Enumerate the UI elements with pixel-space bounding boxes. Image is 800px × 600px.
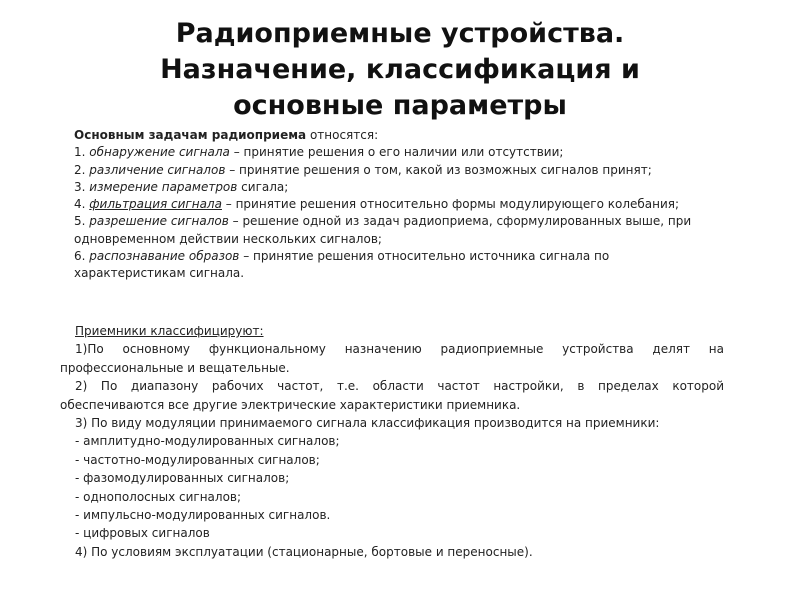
tasks-intro-bold: Основным задачам радиоприема bbox=[74, 128, 307, 142]
task-number: 6. bbox=[74, 249, 90, 264]
task-term: разрешение сигналов bbox=[89, 214, 229, 229]
task-number: 3. bbox=[74, 179, 90, 194]
tasks-intro-rest: относятся: bbox=[306, 128, 379, 142]
modulation-list-item: - однополосных сигналов; bbox=[75, 489, 242, 504]
task-number: 2. bbox=[74, 162, 90, 177]
slide-title-line-2: Назначение, классификация и bbox=[160, 54, 640, 85]
task-term: распознавание образов bbox=[89, 249, 240, 264]
slide-title bbox=[40, 16, 760, 124]
task-text: – принятие решения о его наличии или отсутствии; bbox=[229, 145, 564, 160]
modulation-list-item: - частотно-модулированных сигналов; bbox=[75, 452, 320, 467]
task-item-1 bbox=[74, 144, 724, 161]
task-item-2 bbox=[74, 162, 724, 179]
task-term: обнаружение сигнала bbox=[89, 145, 230, 160]
slide-title-line-3: основные параметры bbox=[233, 90, 567, 121]
task-item-6 bbox=[74, 248, 724, 283]
classification-paragraph-2: 2) По диапазону рабочих частот, т.е. области частот настройки, в пределах которой обеспечиваются все другие электрические характеристики приемника. bbox=[60, 379, 724, 412]
modulation-list-item: - фазомодулированных сигналов; bbox=[75, 471, 290, 486]
task-term: измерение параметров bbox=[89, 179, 238, 194]
radio-reception-tasks bbox=[74, 127, 724, 283]
modulation-list-item: - цифровых сигналов bbox=[75, 526, 210, 541]
receiver-classification bbox=[60, 322, 724, 561]
task-item-5 bbox=[74, 213, 724, 248]
task-text: – решение одной из задач радиоприема, сформулированных выше, при одновременном действии нескольких сигналов; bbox=[74, 214, 692, 246]
slide-title-line-1: Радиоприемные устройства. bbox=[175, 18, 625, 49]
task-number: 5. bbox=[74, 214, 90, 229]
modulation-list-item: - импульсно-модулированных сигналов. bbox=[75, 508, 331, 523]
task-text: сигала; bbox=[237, 179, 289, 194]
task-item-4 bbox=[74, 196, 724, 213]
task-term: различение сигналов bbox=[89, 162, 226, 177]
classification-paragraph-4: 4) По условиям эксплуатации (стационарные, бортовые и переносные). bbox=[75, 544, 533, 559]
modulation-list-item: - амплитудно-модулированных сигналов; bbox=[75, 434, 340, 449]
classification-paragraph-3: 3) По виду модуляции принимаемого сигнала классификация производится на приемники: bbox=[75, 416, 660, 431]
task-item-3 bbox=[74, 179, 724, 196]
task-number: 1. bbox=[74, 145, 90, 160]
task-term: фильтрация сигнала bbox=[89, 197, 222, 212]
task-text: – принятие решения о том, какой из возможных сигналов принят; bbox=[225, 162, 652, 177]
tasks-intro bbox=[74, 127, 724, 144]
classification-paragraph-1: 1)По основному функциональному назначению радиоприемные устройства делят на профессиональные и вещательные. bbox=[60, 342, 724, 375]
task-number: 4. bbox=[74, 197, 90, 212]
task-text: – принятие решения относительно источника сигнала по характеристикам сигнала. bbox=[74, 249, 610, 281]
classification-heading: Приемники классифицируют: bbox=[75, 324, 264, 338]
task-text: – принятие решения относительно формы модулирующего колебания; bbox=[221, 197, 680, 212]
